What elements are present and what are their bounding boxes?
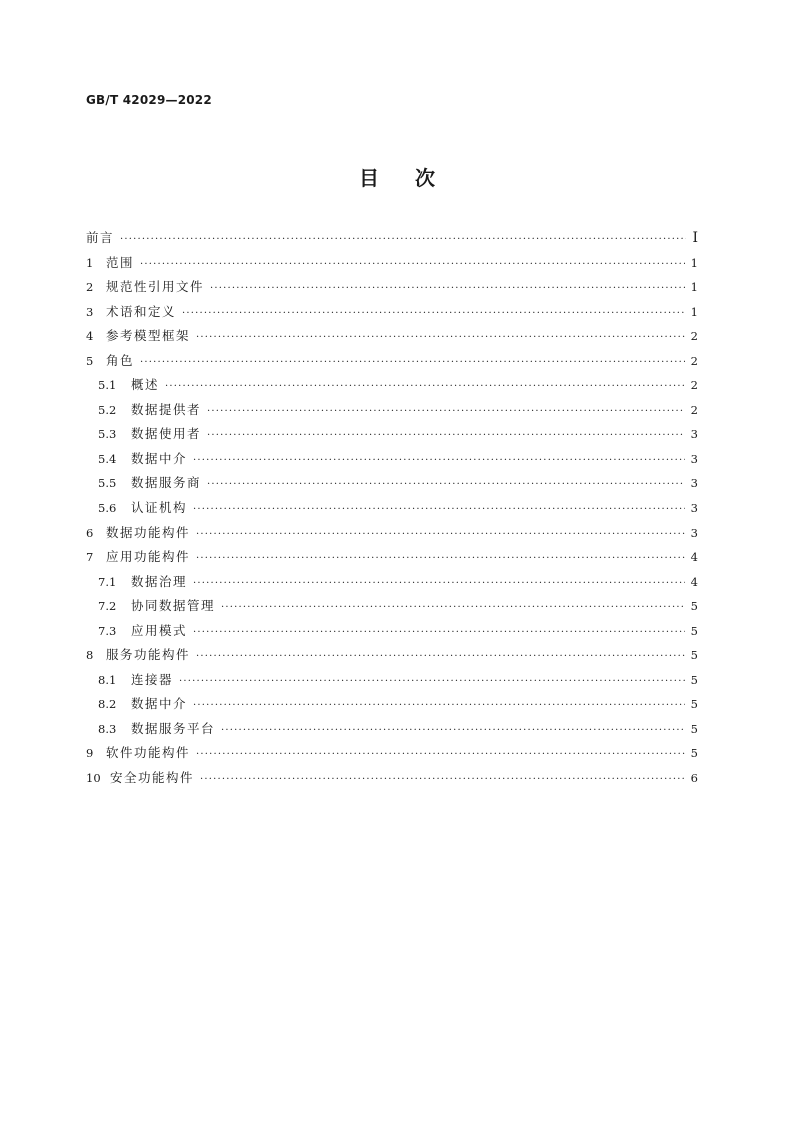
toc-entry-label: 软件功能构件 [106, 745, 191, 761]
toc-dot-leader [210, 277, 685, 302]
toc-entry-number: 2 [86, 280, 94, 295]
toc-dot-leader [207, 400, 685, 425]
toc-entry[interactable] [86, 545, 698, 570]
toc-entry-page: 1 [690, 255, 698, 270]
toc-entry-number: 3 [86, 304, 94, 319]
toc-entry-number: 8.3 [98, 721, 117, 736]
toc-entry-label: 数据治理 [131, 573, 188, 589]
toc-entry-page: 5 [690, 697, 698, 712]
toc-entry[interactable] [86, 668, 698, 693]
toc-dot-leader [120, 228, 686, 253]
toc-entry[interactable] [86, 447, 698, 472]
toc-dot-leader [193, 498, 685, 523]
toc-entry-label: 规范性引用文件 [106, 279, 205, 295]
toc-dot-leader [179, 670, 685, 695]
toc-entry[interactable] [86, 349, 698, 374]
toc-entry-number: 10 [86, 771, 101, 786]
toc-entry-label: 服务功能构件 [106, 647, 191, 663]
toc-dot-leader [196, 645, 685, 670]
toc-entry-page: 5 [690, 721, 698, 736]
toc-entry-number: 1 [86, 255, 94, 270]
toc-entry-page: 1 [690, 280, 698, 295]
toc-entry[interactable] [86, 521, 698, 546]
toc-dot-leader [193, 621, 685, 646]
toc-entry[interactable] [86, 324, 698, 349]
toc-entry-page: 4 [690, 574, 698, 589]
toc-entry-page: 5 [690, 623, 698, 638]
toc-entry[interactable] [86, 643, 698, 668]
toc-dot-leader [182, 302, 685, 327]
toc-entry-number: 7.3 [98, 623, 117, 638]
toc-entry[interactable] [86, 373, 698, 398]
toc-entry-number: 7.1 [98, 574, 117, 589]
toc-entry-number: 5.4 [98, 451, 117, 466]
toc-entry[interactable] [86, 275, 698, 300]
toc-entry-label: 认证机构 [131, 500, 188, 516]
toc-entry-number: 5.2 [98, 402, 117, 417]
toc-entry-label: 概述 [131, 377, 160, 393]
toc-entry-number: 7 [86, 550, 94, 565]
toc-entry-label: 应用模式 [131, 622, 188, 638]
toc-entry-label: 数据提供者 [131, 401, 202, 417]
toc-entry[interactable] [86, 570, 698, 595]
toc-entry-page: 5 [690, 672, 698, 687]
toc-dot-leader [193, 572, 685, 597]
toc-entry-number: 5 [86, 353, 94, 368]
toc-dot-leader [200, 768, 685, 793]
toc-entry-number: 5.5 [98, 476, 117, 491]
toc-entry[interactable] [86, 619, 698, 644]
toc-entry-page: 2 [690, 353, 698, 368]
toc-entry-page: 1 [690, 304, 698, 319]
toc-entry-label: 安全功能构件 [110, 770, 195, 786]
toc-entry-page: 2 [690, 378, 698, 393]
toc-entry-page: 2 [690, 402, 698, 417]
toc-entry[interactable] [86, 422, 698, 447]
toc-entry-label: 角色 [106, 352, 135, 368]
toc-dot-leader [140, 351, 685, 376]
toc-entry[interactable] [86, 300, 698, 325]
toc-entry-label: 范围 [106, 254, 135, 270]
toc-dot-leader [196, 326, 685, 351]
toc-entry-label: 数据中介 [131, 450, 188, 466]
toc-entry-label: 前言 [86, 230, 115, 245]
toc-entry-page: 3 [690, 501, 698, 516]
toc-dot-leader [193, 449, 685, 474]
toc-dot-leader [196, 547, 685, 572]
toc-entry-number: 5.1 [98, 378, 117, 393]
toc-entry-page: 5 [690, 599, 698, 614]
toc-entry[interactable] [86, 692, 698, 717]
toc-entry[interactable] [86, 496, 698, 521]
toc-entry-page: 3 [690, 427, 698, 442]
toc-entry-label: 参考模型框架 [106, 328, 191, 344]
toc-entry[interactable] [86, 226, 698, 251]
toc-entry-label: 数据服务平台 [131, 720, 216, 736]
toc-entry-page: 4 [690, 550, 698, 565]
toc-entry-number: 5.3 [98, 427, 117, 442]
toc-entry-page: 6 [690, 771, 698, 786]
toc-entry-number: 8 [86, 648, 94, 663]
toc-entry[interactable] [86, 471, 698, 496]
toc-dot-leader [196, 523, 685, 548]
toc-dot-leader [196, 743, 685, 768]
toc-entry-page: 2 [690, 329, 698, 344]
toc-entry-number: 6 [86, 525, 94, 540]
toc-entry-label: 术语和定义 [106, 303, 177, 319]
toc-entry-number: 9 [86, 746, 94, 761]
toc-entry-number: 4 [86, 329, 94, 344]
toc-entry-number: 7.2 [98, 599, 117, 614]
toc-entry[interactable] [86, 766, 698, 791]
toc-entry-label: 数据服务商 [131, 475, 202, 491]
toc-entry[interactable] [86, 594, 698, 619]
toc-entry-label: 数据中介 [131, 696, 188, 712]
table-of-contents [86, 226, 698, 791]
toc-entry-label: 连接器 [131, 671, 174, 687]
toc-dot-leader [221, 596, 685, 621]
toc-entry-number: 8.2 [98, 697, 117, 712]
toc-entry-number: 5.6 [98, 501, 117, 516]
toc-dot-leader [193, 694, 685, 719]
toc-entry[interactable] [86, 251, 698, 276]
toc-entry-page: 3 [690, 451, 698, 466]
toc-entry-label: 数据使用者 [131, 426, 202, 442]
toc-dot-leader [165, 375, 685, 400]
toc-entry-number: 8.1 [98, 672, 117, 687]
toc-entry[interactable] [86, 717, 698, 742]
toc-entry-page: 5 [690, 648, 698, 663]
toc-entry[interactable] [86, 741, 698, 766]
toc-entry-label: 数据功能构件 [106, 524, 191, 540]
toc-entry-label: 应用功能构件 [106, 549, 191, 565]
standard-code: GB/T 42029—2022 [86, 93, 212, 107]
toc-dot-leader [207, 473, 685, 498]
toc-entry-page: I [692, 230, 698, 246]
toc-dot-leader [221, 719, 685, 744]
toc-title: 目次 [359, 166, 471, 190]
toc-entry-page: 5 [690, 746, 698, 761]
toc-entry-label: 协同数据管理 [131, 598, 216, 614]
toc-entry-page: 3 [690, 476, 698, 491]
toc-entry[interactable] [86, 398, 698, 423]
toc-dot-leader [207, 424, 685, 449]
toc-dot-leader [140, 253, 685, 278]
toc-entry-page: 3 [690, 525, 698, 540]
